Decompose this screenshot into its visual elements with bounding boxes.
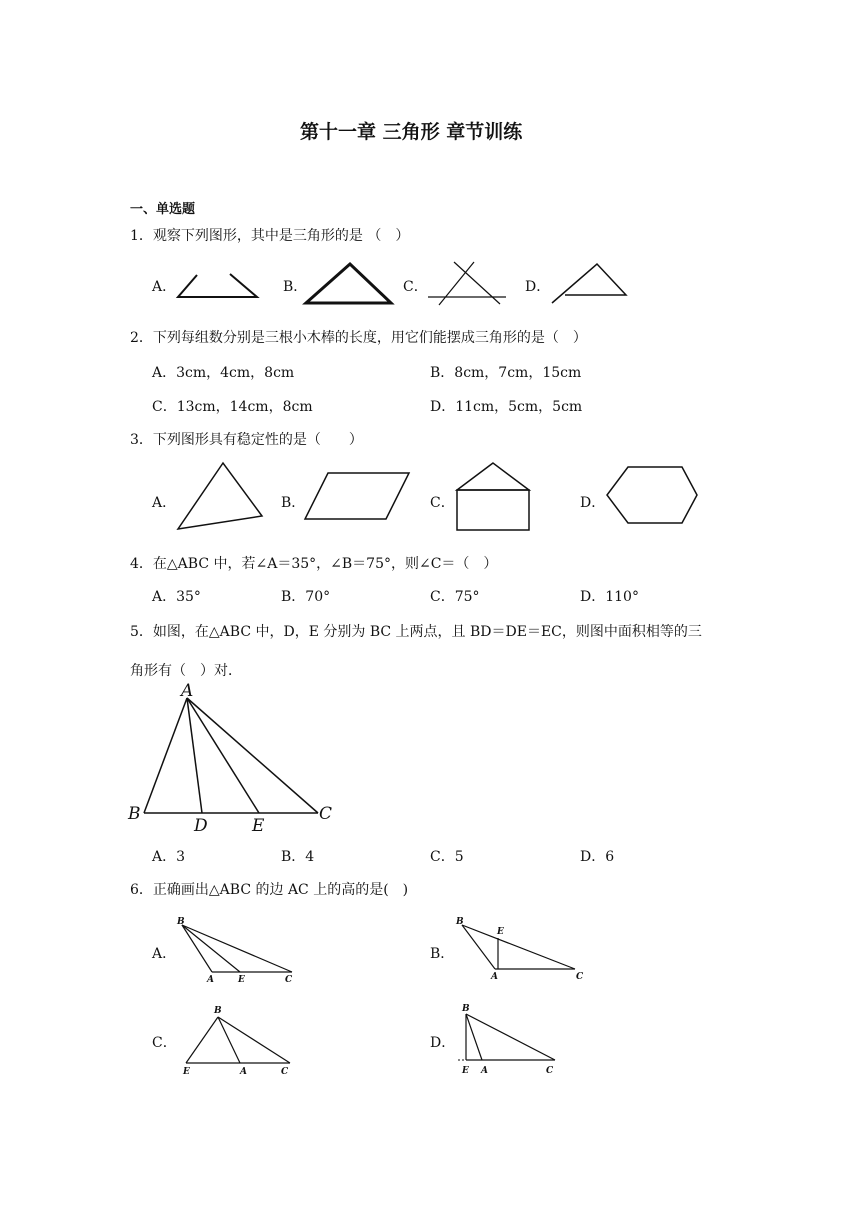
- q5-option-a[interactable]: A．3: [152, 849, 186, 865]
- q6a-label-c: C: [285, 975, 293, 985]
- q5-label-e: E: [252, 816, 265, 836]
- q6-option-b[interactable]: B．: [430, 946, 455, 962]
- q1-option-c[interactable]: C．: [403, 279, 428, 295]
- question-5-line-2: 角形有（ ）对．: [130, 663, 242, 679]
- q3-option-b[interactable]: B．: [281, 495, 306, 511]
- q4-option-d[interactable]: D．110°: [580, 589, 639, 605]
- q6d-label-e: E: [462, 1066, 469, 1076]
- q6c-label-b: B: [214, 1006, 222, 1016]
- q5-label-c: C: [319, 804, 333, 824]
- q5-label-d: D: [194, 816, 208, 836]
- q6b-label-a: A: [491, 972, 498, 982]
- q6b-label-e: E: [497, 927, 504, 937]
- q6a-label-a: A: [207, 975, 214, 985]
- q1-option-d[interactable]: D．: [525, 279, 551, 295]
- q2-option-c[interactable]: C．13cm，14cm，8cm: [152, 399, 313, 415]
- question-6-text: 6．正确画出△ABC 的边 AC 上的高的是( ): [130, 882, 409, 898]
- q6b-label-c: C: [576, 972, 584, 982]
- q6d-label-c: C: [546, 1066, 554, 1076]
- q6c-label-c: C: [281, 1067, 289, 1077]
- q4-option-a[interactable]: A．35°: [152, 589, 201, 605]
- q6a-label-e: E: [238, 975, 245, 985]
- q5-option-d[interactable]: D．6: [580, 849, 615, 865]
- q6-option-d[interactable]: D．: [430, 1035, 456, 1051]
- question-5-line-1: 5．如图，在△ABC 中，D，E 分别为 BC 上两点，且 BD＝DE＝EC，则图中面积相等的三: [130, 624, 702, 640]
- q1-option-a[interactable]: A．: [152, 279, 177, 295]
- q6d-label-a: A: [481, 1066, 488, 1076]
- q3-option-a[interactable]: A．: [152, 495, 177, 511]
- q5-label-b: B: [128, 804, 141, 824]
- q2-option-d[interactable]: D．11cm，5cm，5cm: [430, 399, 583, 415]
- q2-option-a[interactable]: A．3cm，4cm，8cm: [152, 365, 295, 381]
- q5-option-c[interactable]: C．5: [430, 849, 464, 865]
- question-4-text: 4．在△ABC 中，若∠A＝35°，∠B＝75°，则∠C＝（ ）: [130, 556, 498, 572]
- q4-option-c[interactable]: C．75°: [430, 589, 480, 605]
- q6c-label-a: A: [240, 1067, 247, 1077]
- q3-option-c[interactable]: C．: [430, 495, 455, 511]
- question-2-text: 2．下列每组数分别是三根小木棒的长度，用它们能摆成三角形的是（ ）: [130, 330, 587, 346]
- q6c-label-e: E: [183, 1067, 190, 1077]
- question-1-text: 1．观察下列图形，其中是三角形的是 （ ）: [130, 228, 410, 244]
- q5-option-b[interactable]: B．4: [281, 849, 315, 865]
- q6-option-a[interactable]: A．: [152, 946, 177, 962]
- page-title: 第十一章 三角形 章节训练: [300, 121, 523, 143]
- q6-option-c[interactable]: C．: [152, 1035, 177, 1051]
- q6a-label-b: B: [177, 917, 185, 927]
- q2-option-b[interactable]: B．8cm，7cm，15cm: [430, 365, 582, 381]
- q6b-label-b: B: [456, 917, 464, 927]
- q1-option-b[interactable]: B．: [283, 279, 308, 295]
- q3-option-d[interactable]: D．: [580, 495, 606, 511]
- section-heading: 一、单选题: [130, 202, 196, 217]
- question-3-text: 3．下列图形具有稳定性的是（ ）: [130, 432, 363, 448]
- q6d-label-b: B: [462, 1004, 470, 1014]
- q4-option-b[interactable]: B．70°: [281, 589, 331, 605]
- q5-label-a: A: [181, 681, 194, 701]
